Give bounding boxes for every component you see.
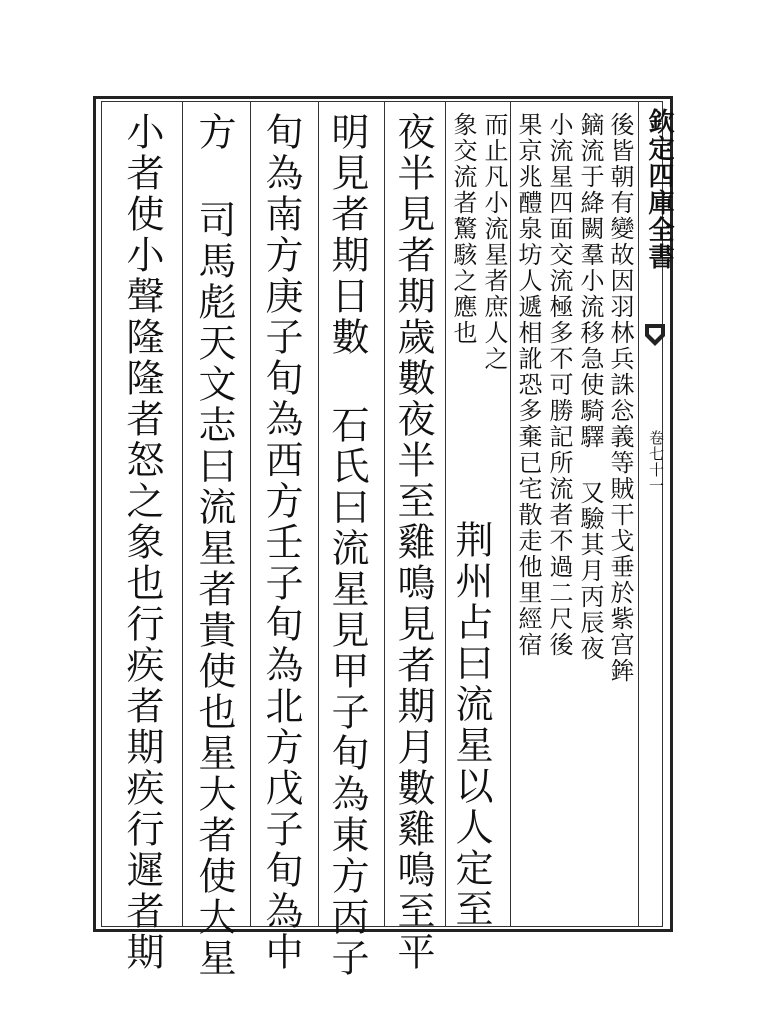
annotation-column-5a: 而止凡小流星者庶人之 [480,112,508,372]
column-rule [182,101,183,927]
volume-label: 卷七十一 [647,430,665,494]
text-column-1: 後皆朝有變故因羽林兵誅忩義等賊干戈垂於紫宫鉾 [606,112,634,684]
column-rule [384,101,385,927]
text-column-3: 小流星四面交流極多不可勝記所流者不過二尺後 [545,112,573,658]
text-column-9: 方 司馬彪天文志曰流星者貴使也星大者使大星 [192,112,236,979]
text-column-2: 鏑流于絳闕羣小流移急使騎驛 又驗其月丙辰夜 [576,112,604,662]
column-rule [510,101,511,927]
text-column-4: 果京兆醴泉坊人遞相訛恐多棄已宅散走他里經宿 [514,112,542,658]
fish-tail-icon [643,322,667,352]
column-rule [250,101,251,927]
column-rule [445,101,446,927]
book-title: 欽定四庫全書 [644,108,674,270]
annotation-column-5b: 象交流者驚駭之應也 [449,112,477,346]
column-rule [318,101,319,927]
text-column-8: 旬為南方庚子旬為西方壬子旬為北方戊子旬為中 [259,112,303,973]
text-column-7: 明見者期日數 石氏曰流星見甲子旬為東方丙子 [325,112,369,979]
text-column-5: 荆州占曰流星以人定至 [449,520,493,930]
text-column-10: 小者使小聲隆隆者怒之象也行疾者期疾行遲者期 [120,112,164,973]
text-column-6: 夜半見者期歲數夜半至雞鳴見者期月數雞鳴至平 [391,112,435,973]
column-rule [638,101,639,927]
